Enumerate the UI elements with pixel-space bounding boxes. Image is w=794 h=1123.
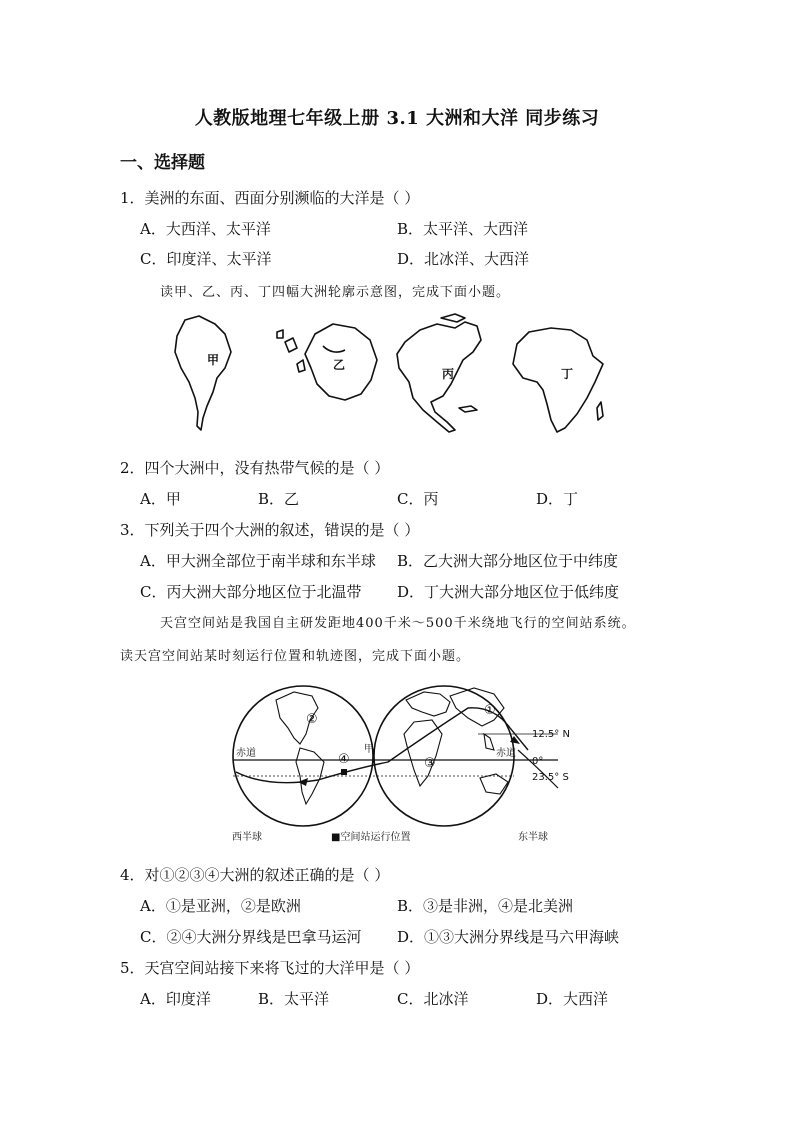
- question-2-option-d[interactable]: D．丁: [536, 490, 579, 508]
- question-4-option-d[interactable]: D．①③大洲分界线是马六甲海峡: [397, 928, 620, 946]
- question-5-option-d[interactable]: D．大西洋: [536, 990, 609, 1008]
- continent-outline-jia: [175, 316, 231, 430]
- label-circle-3: ③: [424, 756, 436, 771]
- question-1-option-c[interactable]: C．印度洋、太平洋: [140, 250, 272, 268]
- label-ding: 丁: [561, 367, 574, 381]
- equator-label-east: 赤道: [496, 748, 516, 759]
- figure-legend: ■空间站运行位置: [331, 832, 411, 843]
- question-2-option-c[interactable]: C．丙: [397, 490, 439, 508]
- label-circle-2: ②: [306, 712, 318, 727]
- question-3-option-b[interactable]: B．乙大洲大部分地区位于中纬度: [397, 552, 619, 570]
- question-4-option-c[interactable]: C．②④大洲分界线是巴拿马运河: [140, 928, 362, 946]
- continent-outline-bing: [397, 322, 481, 432]
- continent-outline-ding: [513, 328, 603, 432]
- label-yi: 乙: [333, 358, 346, 372]
- instruction-note-2b: 读天宫空间站某时刻运行位置和轨迹图，完成下面小题。: [120, 649, 471, 664]
- label-jia: 甲: [207, 353, 220, 367]
- label-bing: 丙: [442, 367, 455, 381]
- question-4-option-b[interactable]: B．③是非洲，④是北美洲: [397, 897, 574, 915]
- question-2-option-a[interactable]: A．甲: [140, 490, 181, 508]
- space-station-orbit-figure: [228, 678, 578, 846]
- instruction-note-1: 读甲、乙、丙、丁四幅大洲轮廓示意图，完成下面小题。: [160, 285, 511, 300]
- question-3-option-a[interactable]: A．甲大洲全部位于南半球和东半球: [140, 552, 376, 570]
- label-circle-4: ④: [338, 752, 350, 767]
- latitude-label-0: 0°: [532, 756, 544, 767]
- latitude-label-23s: 23.5° S: [532, 772, 569, 783]
- eastern-hemisphere-label: 东半球: [518, 832, 548, 843]
- label-circle-1: ①: [484, 703, 496, 718]
- question-5-option-b[interactable]: B．太平洋: [258, 990, 330, 1008]
- question-5-option-a[interactable]: A．印度洋: [140, 990, 211, 1008]
- question-2-option-b[interactable]: B．乙: [258, 490, 300, 508]
- orbit-track: [236, 708, 528, 783]
- question-1-stem: 1．美洲的东面、西面分别濒临的大洋是（ ）: [120, 189, 420, 207]
- equator-label-west: 赤道: [236, 748, 256, 759]
- question-1-option-b[interactable]: B．太平洋、大西洋: [397, 220, 529, 238]
- section-heading: 一、选择题: [120, 153, 205, 173]
- station-position-marker: [341, 769, 347, 775]
- label-ocean-jia: 甲: [364, 744, 374, 755]
- question-2-stem: 2．四个大洲中，没有热带气候的是（ ）: [120, 459, 390, 477]
- question-5-option-c[interactable]: C．北冰洋: [397, 990, 469, 1008]
- latitude-label-12n: 12.5° N: [532, 729, 570, 740]
- question-3-stem: 3．下列关于四个大洲的叙述，错误的是（ ）: [120, 521, 420, 539]
- question-3-option-d[interactable]: D．丁大洲大部分地区位于低纬度: [397, 583, 620, 601]
- question-5-stem: 5．天宫空间站接下来将飞过的大洋甲是（ ）: [120, 959, 420, 977]
- question-1-option-a[interactable]: A．大西洋、太平洋: [140, 220, 271, 238]
- question-1-option-d[interactable]: D．北冰洋、大西洋: [397, 250, 530, 268]
- question-4-option-a[interactable]: A．①是亚洲，②是欧洲: [140, 897, 301, 915]
- continent-outlines-figure: [165, 312, 615, 450]
- question-3-option-c[interactable]: C．丙大洲大部分地区位于北温带: [140, 583, 362, 601]
- western-hemisphere-label: 西半球: [232, 832, 262, 843]
- instruction-note-2a: 天宫空间站是我国自主研发距地400千米～500千米绕地飞行的空间站系统。: [160, 616, 636, 631]
- question-4-stem: 4．对①②③④大洲的叙述正确的是（ ）: [120, 866, 390, 884]
- page-title: 人教版地理七年级上册 3.1 大洲和大洋 同步练习: [194, 108, 600, 129]
